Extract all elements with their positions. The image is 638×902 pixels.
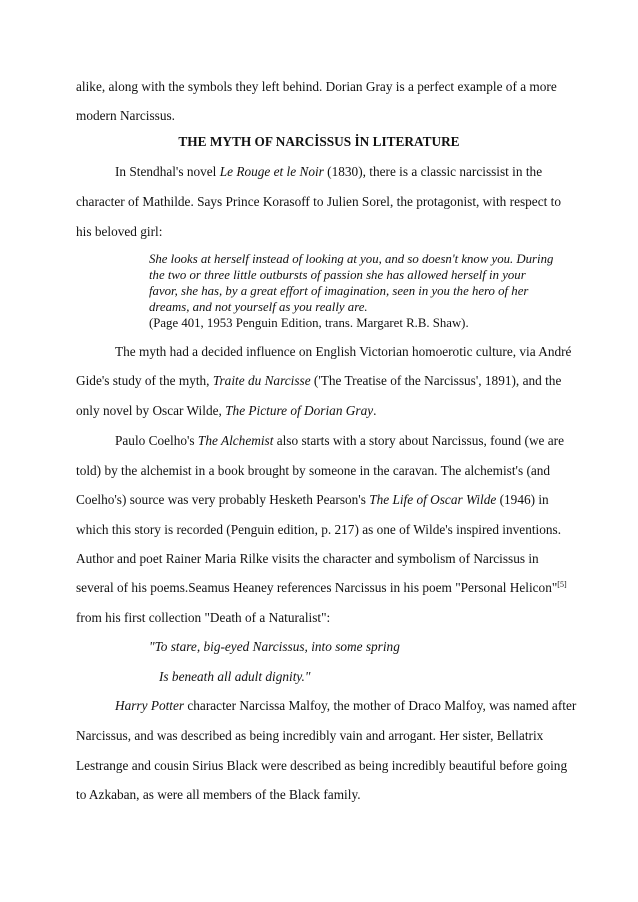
- harry-potter-line-1: Harry Potter character Narcissa Malfoy, the mother of Draco Malfoy, was named after: [115, 698, 577, 713]
- coelho-line-1: Paulo Coelho's The Alchemist also starts with a story about Narcissus, found (we are: [115, 433, 565, 448]
- stendhal-line-3: his beloved girl:: [76, 224, 163, 239]
- coelho-line-4: which this story is recorded (Penguin edition, p. 217) as one of Wilde's inspired inventions.: [76, 522, 562, 537]
- block-quote-line: the two or three little outbursts of passion she has allowed herself in your: [149, 268, 526, 282]
- coelho-line-5: Author and poet Rainer Maria Rilke visits the character and symbolism of Narcissus in: [76, 551, 539, 566]
- poem-line-1: "To stare, big-eyed Narcissus, into some spring: [149, 639, 400, 654]
- stendhal-line-1: In Stendhal's novel Le Rouge et le Noir (1830), there is a classic narcissist in the: [115, 164, 543, 179]
- block-quote-line: favor, she has, by a great effort of imagination, seen in you the hero of her: [149, 284, 529, 298]
- block-quote-citation: (Page 401, 1953 Penguin Edition, trans. Margaret R.B. Shaw).: [149, 316, 469, 330]
- harry-potter-line-4: to Azkaban, as were all members of the Black family.: [76, 787, 361, 802]
- intro-line-2: modern Narcissus.: [76, 108, 175, 123]
- block-quote-line: She looks at herself instead of looking at you, and so doesn't know you. During: [149, 252, 554, 266]
- myth-line-3: only novel by Oscar Wilde, The Picture of Dorian Gray.: [76, 403, 377, 418]
- coelho-line-2: told) by the alchemist in a book brought by someone in the caravan. The alchemist's (and: [76, 463, 551, 478]
- harry-potter-line-3: Lestrange and cousin Sirius Black were described as being incredibly beautiful before going: [76, 758, 568, 773]
- coelho-line-3: Coelho's) source was very probably Hesketh Pearson's The Life of Oscar Wilde (1946) in: [76, 492, 549, 507]
- harry-potter-title: Harry Potter: [115, 698, 185, 713]
- harry-potter-line-2: Narcissus, and was described as being incredibly vain and arrogant. Her sister, Bellatrix: [76, 728, 544, 743]
- wilde-title: The Picture of Dorian Gray: [225, 403, 374, 418]
- footnote-marker[interactable]: [5]: [557, 580, 567, 589]
- coelho-line-7: from his first collection "Death of a Naturalist":: [76, 610, 331, 625]
- pearson-title: The Life of Oscar Wilde: [369, 492, 497, 507]
- block-quote-line: dreams, and not yourself as you really are.: [149, 300, 368, 314]
- myth-line-1: The myth had a decided influence on English Victorian homoerotic culture, via André: [115, 344, 572, 359]
- myth-line-2: Gide's study of the myth, Traite du Narcisse ('The Treatise of the Narcissus', 1891), and the: [76, 373, 562, 388]
- alchemist-title: The Alchemist: [197, 433, 274, 448]
- novel-title: Le Rouge et le Noir: [219, 164, 324, 179]
- stendhal-line-2: character of Mathilde. Says Prince Korasoff to Julien Sorel, the protagonist, with respect to: [76, 194, 561, 209]
- section-heading: THE MYTH OF NARCİSSUS İN LITERATURE: [178, 134, 460, 149]
- intro-line-1: alike, along with the symbols they left behind. Dorian Gray is a perfect example of a more: [76, 79, 557, 94]
- poem-line-2: Is beneath all adult dignity.": [159, 669, 311, 684]
- gide-title: Traite du Narcisse: [212, 373, 311, 388]
- coelho-line-6: several of his poems.Seamus Heaney references Narcissus in his poem "Personal Helicon"[5]: [76, 580, 567, 595]
